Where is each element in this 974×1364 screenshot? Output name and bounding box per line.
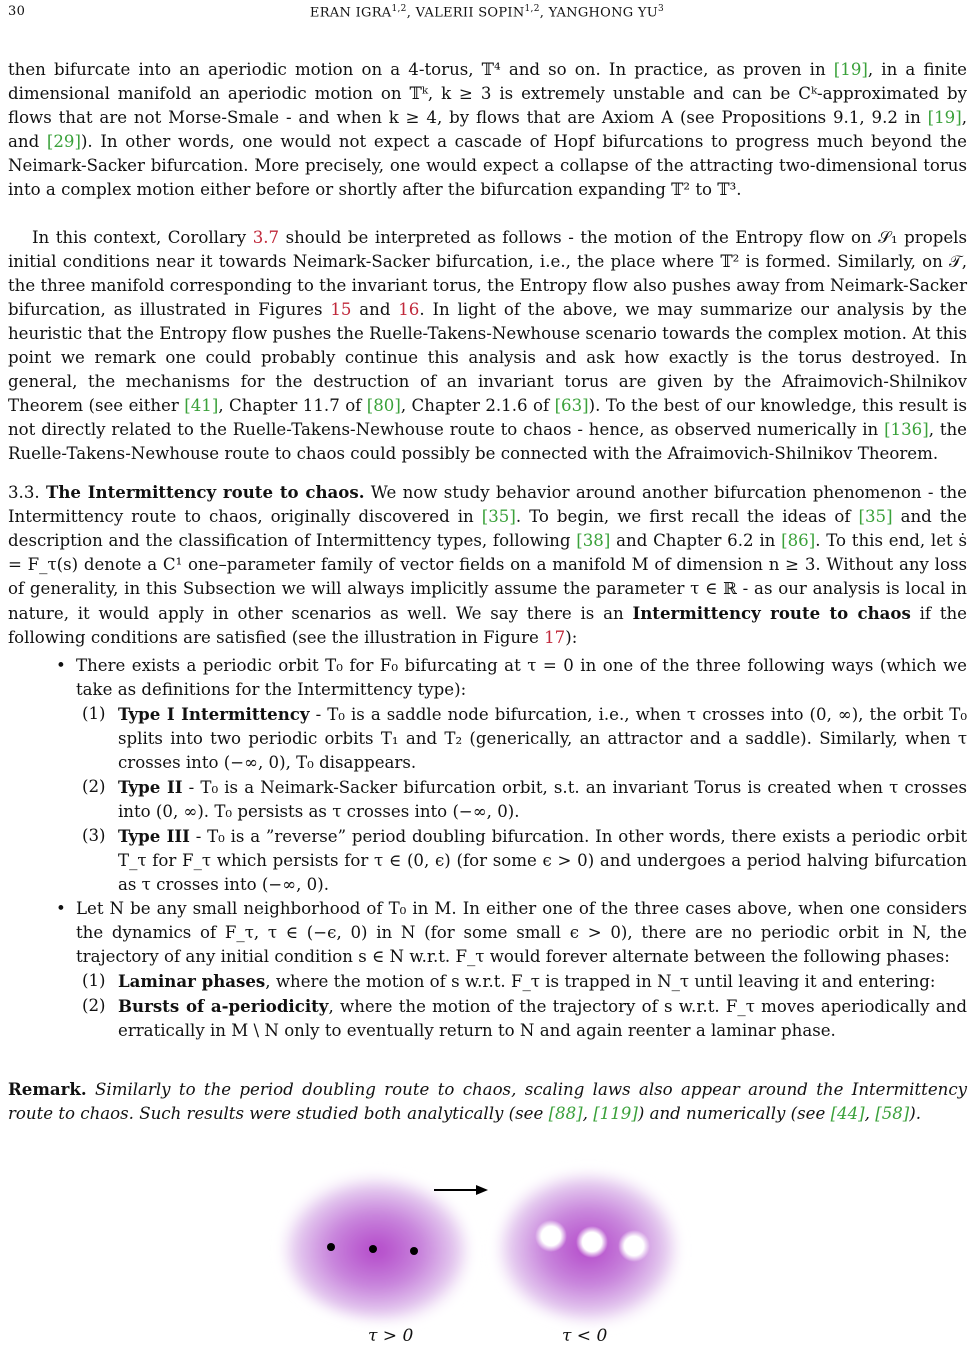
case-text: , where the motion of s w.r.t. F_τ is trapped in N_τ until leaving it and entering: [265, 972, 936, 991]
text-run: then bifurcate into an aperiodic motion on a 4-torus, 𝕋⁴ and so on. In practice, as proven in [8, 60, 834, 79]
text-run: and the description and the classification of Intermittency types, following [8, 507, 967, 550]
cross-reference-link[interactable]: 17 [544, 628, 566, 647]
text-run: Similarly to the period doubling route to chaos, scaling laws also appear around the Intermittency route to chaos. Such results were studied both analytically (see [8, 1080, 967, 1123]
case-title: Type I Intermittency [118, 704, 310, 724]
citation-link[interactable]: [41] [184, 396, 219, 415]
case-number: (2) [82, 996, 106, 1015]
citation-link[interactable]: [19] [927, 108, 962, 127]
case-item [82, 702, 967, 775]
case-number: (1) [82, 704, 106, 723]
case-list [76, 969, 967, 1043]
text-run: , Chapter 2.1.6 of [400, 396, 555, 415]
cross-reference-link[interactable]: 15 [330, 300, 352, 319]
text-run: , [582, 1104, 594, 1123]
citation-link[interactable]: [35] [481, 507, 516, 526]
text-run: and Chapter 6.2 in [610, 531, 782, 550]
bold-text: The Intermittency route to chaos. [45, 482, 365, 502]
citation-link[interactable]: [44] [830, 1104, 865, 1123]
citation-link[interactable]: [86] [781, 531, 816, 550]
caption-tau-positive: τ > 0 [368, 1326, 414, 1346]
cross-reference-link[interactable]: 16 [398, 300, 420, 319]
cross-reference-link[interactable]: 3.7 [252, 228, 280, 247]
paragraph-torus-collapse [8, 58, 967, 202]
text-run: ). [909, 1104, 922, 1123]
text-run: if the following conditions are satisfied (see the illustration in Figure [8, 604, 967, 647]
hole-middle [576, 1226, 608, 1258]
text-run: , Chapter 11.7 of [218, 396, 367, 415]
text-run: and [351, 300, 399, 319]
hole-right [618, 1230, 650, 1262]
bullet-text: Let N be any small neighborhood of T₀ in M. In either one of the three cases above, when one considers the dynamics of F_τ, τ ∈ (−ϵ, 0) in N (for some small ϵ > 0), there are no periodic orbit in N, the trajectory of any initial condition s ∈ N w.r.t. F_τ would forever alternate between the following phases: [76, 899, 967, 966]
case-text: - T₀ is a Neimark-Sacker bifurcation orbit, s.t. an invariant Torus is created when τ crosses into (0, ∞). T₀ persists as τ crosses into (−∞, 0). [118, 778, 967, 821]
citation-link[interactable]: [29] [46, 132, 81, 151]
case-item [82, 824, 967, 897]
body-text [8, 58, 967, 1126]
case-title: Laminar phases [118, 971, 266, 991]
text-run: ). In other words, one would not expect a cascade of Hopf bifurcations to progress much beyond the Neimark-Sacker bifurcation. More precisely, one would expect a collapse of the attracting two-dimensional torus into a complex motion either before or shortly after the bifurcation expanding 𝕋² to 𝕋³. [8, 132, 967, 199]
text-run: . To this end, let ṡ = F_τ(s) denote a C¹ one–parameter family of vector fields on a manifold M of dimension n ≥ 3. Without any loss of generality, in this Subsection we will always implicitly assume the parameter τ ∈ ℝ - as our analysis is local in nature, it would apply in other scenarios as well. We say there is an [8, 531, 968, 623]
citation-link[interactable]: [63] [554, 396, 589, 415]
text-run: , in a finite dimensional manifold an aperiodic motion on 𝕋ᵏ, k ≥ 3 is extremely unstable and can be Cᵏ-approximated by flows that are not Morse-Smale - and when k ≥ 4, by flows that are Axiom A (see Propositions 9.1, 9.2 in [8, 60, 967, 127]
periodic-orbit-dot [369, 1245, 377, 1253]
running-head [8, 4, 966, 24]
case-item [82, 775, 967, 824]
periodic-orbit-dot [410, 1247, 418, 1255]
running-head-authors: ERAN IGRA$^{1,2}$, VALERII SOPIN$^{1,2}$, YANGHONG $YU^3$ [309, 4, 665, 21]
citation-link[interactable]: [119] [593, 1104, 638, 1123]
case-number: (2) [82, 777, 106, 796]
text-run: We now study behavior around another bifurcation phenomenon - the Intermittency route to chaos, originally discovered in [8, 483, 967, 526]
periodic-orbit-dot [327, 1243, 335, 1251]
remark-paragraph [8, 1077, 967, 1126]
citation-link[interactable]: [38] [576, 531, 611, 550]
case-text: - T₀ is a saddle node bifurcation, i.e., when τ crosses into (0, ∞), the orbit T₀ splits into two periodic orbits T₁ and T₂ (generically, an attractor and a saddle). Similarly, when τ crosses into (−∞, 0), T₀ disappears. [118, 705, 967, 772]
citation-link[interactable]: [88] [548, 1104, 583, 1123]
remark-label: Remark. [8, 1079, 87, 1099]
text-run: , [864, 1104, 876, 1123]
text-run: . To begin, we first recall the ideas of [515, 507, 859, 526]
hole-left [535, 1220, 567, 1252]
bullet-text: There exists a periodic orbit T₀ for F₀ bifurcating at τ = 0 in one of the three following ways (which we take as definitions for the Intermittency type): [76, 656, 967, 699]
section-intermittency [8, 480, 967, 650]
paragraph-entropy-flow [8, 226, 967, 466]
case-title: Type III [118, 826, 190, 846]
case-number: (3) [82, 826, 106, 845]
text-run: ) and numerically (see [637, 1104, 831, 1123]
citation-link[interactable]: [58] [875, 1104, 910, 1123]
text-run: , the Ruelle-Takens-Newhouse route to chaos could possibly be connected with the Afraimovich-Shilnikov Theorem. [8, 420, 967, 463]
text-run: ). To the best of our knowledge, this result is not directly related to the Ruelle-Takens-Newhouse route to chaos - hence, as observed numerically in [8, 396, 967, 439]
page-number: 30 [8, 4, 26, 19]
case-title: Type II [118, 777, 183, 797]
case-item [82, 969, 967, 994]
arrow-head-icon [476, 1185, 488, 1195]
figure-intermittency [0, 1140, 974, 1360]
figure-illustration [0, 1140, 974, 1360]
text-run: ): [565, 628, 578, 647]
case-item [82, 994, 968, 1043]
text-run: , and [8, 108, 967, 151]
text-run: 3.3. [8, 483, 46, 502]
text-run: . In light of the above, we may summarize our analysis by the heuristic that the Entropy flow pushes the Ruelle-Takens-Newhouse scenario towards the complex motion. At this point we remark one could probably continue this analysis and ask how exactly is the torus destroyed. In general, the mechanisms for the destruction of an invariant torus are given by the Afraimovich-Shilnikov Theorem (see either [8, 300, 967, 415]
text-run: should be interpreted as follows - the motion of the Entropy flow on 𝒮₁ propels initial conditions near it towards Neimark-Sacker bifurcation, i.e., the place where 𝕋² is formed. Similarly, on 𝒯, the three manifold corresponding to the invariant torus, the Entropy flow also pushes away from Neimark-Sacker bifurcation, as illustrated in Figures [8, 228, 967, 319]
case-title: Bursts of a-periodicity [118, 996, 329, 1016]
citation-link[interactable]: [80] [366, 396, 401, 415]
case-text: , where the motion of the trajectory of s w.r.t. F_τ moves aperiodically and erratically in M \ N only to eventually return to N and again reenter a laminar phase. [118, 997, 968, 1040]
citation-link[interactable]: [35] [858, 507, 893, 526]
text-run: In this context, Corollary [32, 228, 253, 247]
case-text: - T₀ is a ”reverse” period doubling bifurcation. In other words, there exists a periodic orbit T_τ for F_τ which persists for τ ∈ (0, ϵ) (for some ϵ > 0) and undergoes a period halving bifurcation as τ crosses into (−∞, 0). [118, 827, 967, 894]
caption-tau-negative: τ < 0 [562, 1326, 608, 1346]
citation-link[interactable]: [136] [884, 420, 929, 439]
bullet-item [76, 897, 967, 1043]
case-list [76, 702, 967, 897]
bold-text: Intermittency route to chaos [632, 603, 911, 623]
remark-body [8, 1080, 967, 1123]
citation-link[interactable]: [19] [833, 60, 868, 79]
case-number: (1) [82, 971, 106, 990]
conditions-list [8, 654, 967, 1043]
bullet-item [76, 654, 967, 897]
